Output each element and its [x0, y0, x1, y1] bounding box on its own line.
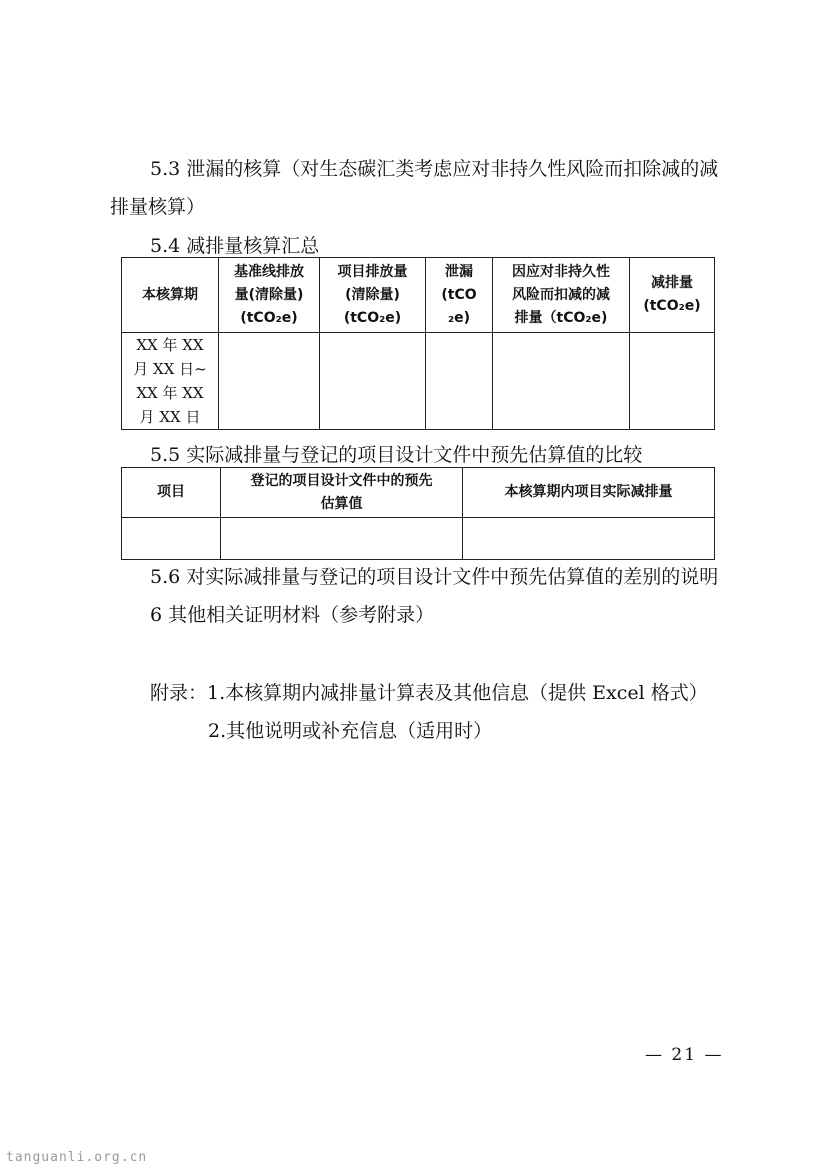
watermark: tanguanli.org.cn — [6, 1150, 148, 1165]
summary-table-row — [122, 333, 715, 430]
section-6-heading: 6 其他相关证明材料（参考附录） — [150, 604, 435, 626]
header-pdd-estimate: 登记的项目设计文件中的预先 估算值 — [221, 468, 463, 518]
header-baseline-emissions: 基准线排放 量(清除量) (tCO₂e) — [219, 258, 320, 333]
section-5-4-heading: 5.4 减排量核算汇总 — [150, 235, 320, 257]
header-item: 项目 — [122, 468, 221, 518]
non-permanence-deduction-cell — [493, 333, 630, 430]
header-actual-reductions: 本核算期内项目实际减排量 — [463, 468, 715, 518]
header-period: 本核算期 — [122, 258, 219, 333]
actual-reductions-cell — [463, 518, 715, 560]
appendix-line-2: 2.其他说明或补充信息（适用时） — [208, 720, 493, 742]
section-5-5-heading: 5.5 实际减排量与登记的项目设计文件中预先估算值的比较 — [150, 444, 643, 466]
page-number: — 21 — — [645, 1045, 724, 1065]
comparison-table-header-row — [122, 468, 715, 518]
estimate-comparison-table — [121, 467, 715, 560]
summary-table-header-row — [122, 258, 715, 333]
header-non-permanence-deduction: 因应对非持久性 风险而扣减的减 排量（tCO₂e) — [493, 258, 630, 333]
baseline-emissions-cell — [219, 333, 320, 430]
pdd-estimate-cell — [221, 518, 463, 560]
header-project-emissions: 项目排放量 (清除量) (tCO₂e) — [320, 258, 426, 333]
appendix-line-1: 附录：1.本核算期内减排量计算表及其他信息（提供 Excel 格式） — [150, 682, 708, 704]
section-5-3-line-1: 5.3 泄漏的核算（对生态碳汇类考虑应对非持久性风险而扣除减的减 — [150, 158, 719, 180]
item-cell — [122, 518, 221, 560]
section-5-3-line-2: 排量核算） — [110, 196, 206, 218]
section-5-6-heading: 5.6 对实际减排量与登记的项目设计文件中预先估算值的差别的说明 — [150, 566, 719, 588]
header-leakage: 泄漏 (tCO ₂e) — [426, 258, 493, 333]
leakage-cell — [426, 333, 493, 430]
project-emissions-cell — [320, 333, 426, 430]
emission-reductions-cell — [630, 333, 715, 430]
emission-reduction-summary-table — [121, 257, 715, 430]
period-cell: XX 年 XX 月 XX 日~ XX 年 XX 月 XX 日 — [122, 333, 219, 430]
comparison-table-row — [122, 518, 715, 560]
header-emission-reductions: 减排量 (tCO₂e) — [630, 258, 715, 333]
